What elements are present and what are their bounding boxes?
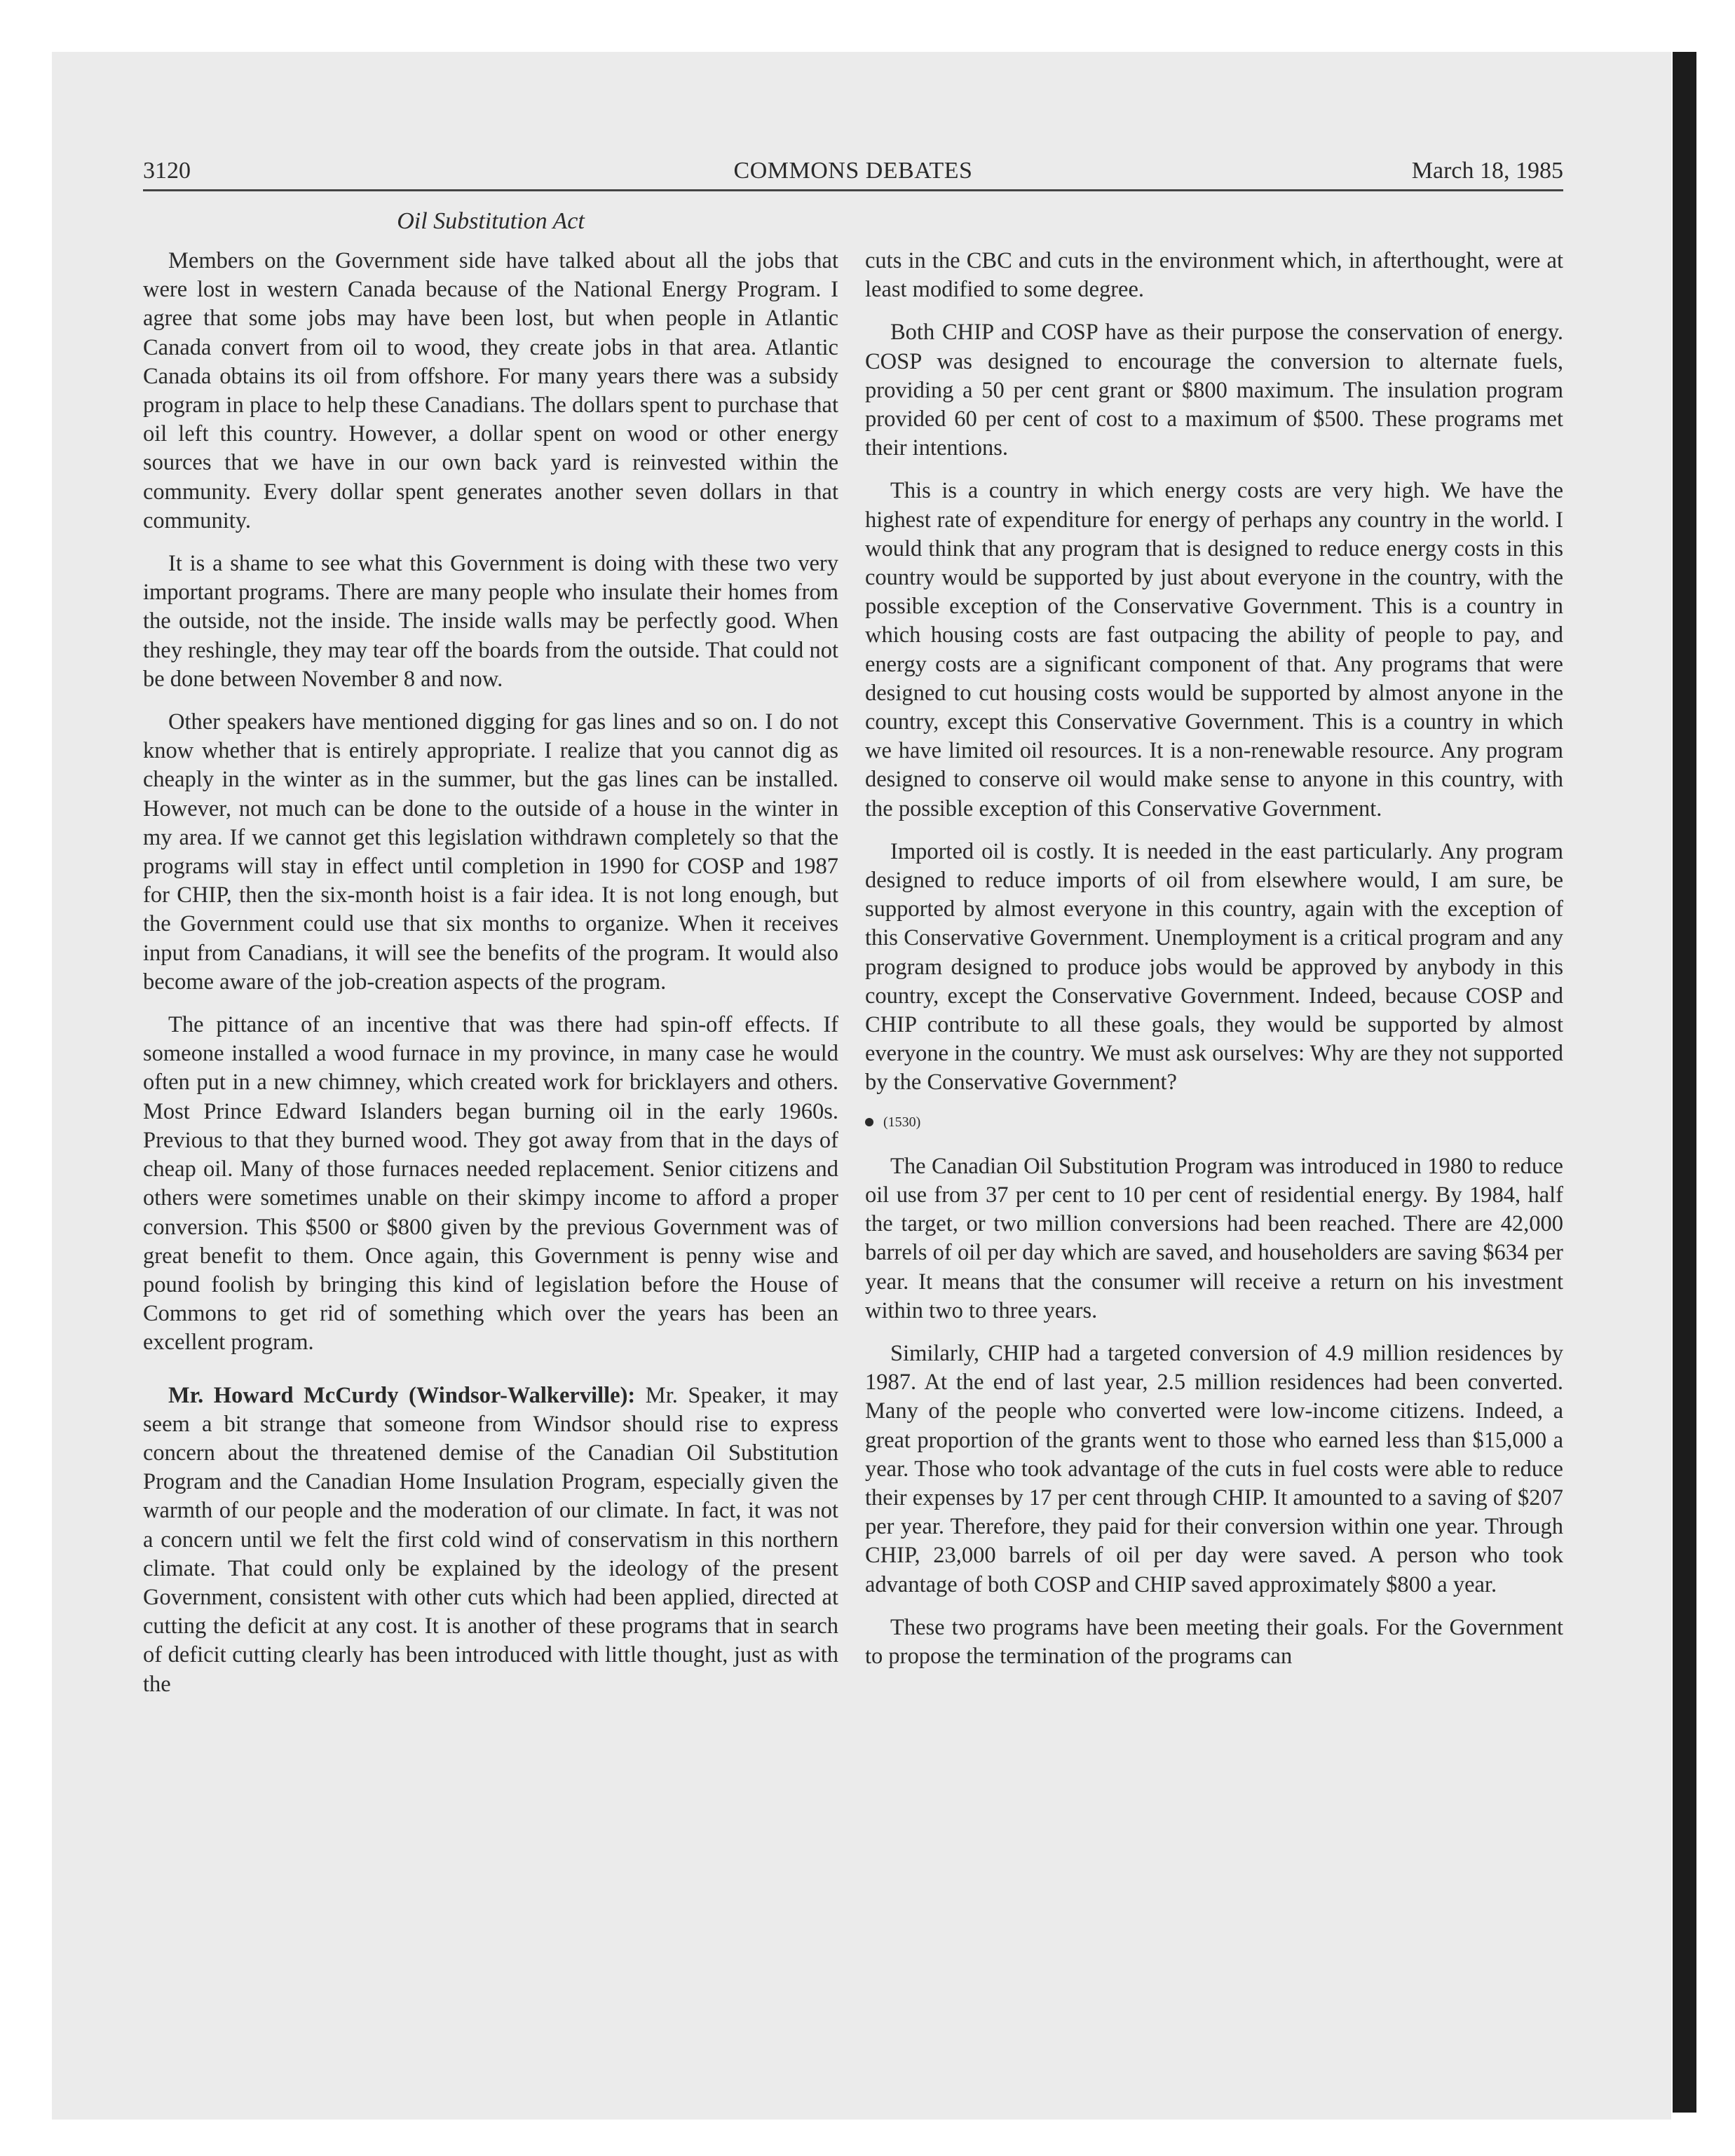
book-spine-shadow [1673,52,1696,2113]
left-column [143,247,838,1713]
speaker-paragraph [143,1381,838,1699]
page-date: March 18, 1985 [1411,158,1563,184]
paragraph: The Canadian Oil Substitution Program was introduced in 1980 to reduce oil use from 37 per cent to 10 per cent of residential energy. By 1984, half the target, or two million conversions had been reached. There are 42,000 barrels of oil per day which are saved, and householders are saving $634 per year. It means that the consumer will receive a return on his investment within two to three years. [865,1153,1563,1323]
section-title: Oil Substitution Act [397,208,585,234]
time-marker [865,1112,1563,1133]
paragraph: Imported oil is costly. It is needed in the east particularly. Any program designed to reduce imports of oil from elsewhere would, I am sure, be supported by almost everyone in this country, again with the exception of this Conservative Government. Unemployment is a critical program and any program designed to produce jobs would be approved by anybody in this country, except the Conservative Government. Indeed, because COSP and CHIP contribute to all these goals, they would be supported by almost everyone in the country. We must ask ourselves: Why are they not supported by the Conservative Government? [865,838,1563,1096]
time-marker-label: (1530) [883,1114,921,1130]
speaker-name: Mr. Howard McCurdy (Windsor-Walkerville): [168,1382,636,1408]
header-rule [143,189,1563,191]
bullet-icon [865,1118,873,1126]
publication-title: COMMONS DEBATES [733,158,973,184]
paragraph: Similarly, CHIP had a targeted conversion of 4.9 million residences by 1987. At the end of last year, 2.5 million residences had been converted. Many of the people who converted were low-income citizens. Indeed, a great proportion of the grants went to those who earned less than $15,000 a year. Those who took advantage of the cuts in fuel costs were able to reduce their expenses by 17 per cent through CHIP. It amounted to a saving of $207 per year. Therefore, they paid for their conversion within one year. Through CHIP, 23,000 barrels of oil per day were saved. A person who took advantage of both COSP and CHIP saved approximately $800 a year. [865,1340,1563,1597]
paragraph: Members on the Government side have talked about all the jobs that were lost in western Canada because of the National Energy Program. I agree that some jobs may have been lost, but when people in Atlantic Canada convert from oil to wood, they create jobs in that area. Atlantic Canada obtains its oil from offshore. For many years there was a subsidy program in place to help these Canadians. The dollars spent to purchase that oil left this country. However, a dollar spent on wood or other energy sources that we have in our own back yard is reinvested within the community. Every dollar spent generates another seven dollars in that community. [143,248,838,533]
paragraph: This is a country in which energy costs are very high. We have the highest rate of expenditure for energy of perhaps any country in the world. I would think that any program that is designed to reduce energy costs in this country would be supported by just about everyone in the country, with the possible exception of the Conservative Government. This is a country in which housing costs are fast outpacing the ability of people to pay, and energy costs are a significant component of that. Any programs that were designed to cut housing costs would be supported by almost anyone in the country, except this Conservative Government. This is a country in which we have limited oil resources. It is a non-renewable resource. Any program designed to conserve oil would make sense to anyone in this country, with the possible exception of this Conservative Government. [865,478,1563,821]
paragraph: Other speakers have mentioned digging for gas lines and so on. I do not know whether that is entirely appropriate. I realize that you cannot dig as cheaply in the winter as in the summer, but the gas lines can be installed. However, not much can be done to the outside of a house in the winter in my area. If we cannot get this legislation withdrawn completely so that the programs will stay in effect until completion in 1990 for COSP and 1987 for CHIP, then the six-month hoist is a fair idea. It is not long enough, but the Government could use that six months to organize. When it receives input from Canadians, it will see the benefits of the program. It would also become aware of the job-creation aspects of the program. [143,709,838,995]
paragraph: The pittance of an incentive that was there had spin-off effects. If someone installed a wood furnace in my province, in many case he would often put in a new chimney, which created work for bricklayers and others. Most Prince Edward Islanders began burning oil in the early 1960s. Previous to that they burned wood. They got away from that in the days of cheap oil. Many of those furnaces needed replacement. Senior citizens and others were sometimes unable on their skimpy income to afford a proper conversion. This $500 or $800 given by the previous Government was of great benefit to them. Once again, this Government is penny wise and pound foolish by bringing this kind of legislation before the House of Commons to get rid of something which over the years has been an excellent program. [143,1012,838,1356]
paragraph: It is a shame to see what this Government is doing with these two very important programs. There are many people who insulate their homes from the outside, not the inside. The inside walls may be perfectly good. When they reshingle, they may tear off the boards from the outside. That could not be done between November 8 and now. [143,551,838,692]
right-column [865,247,1563,1685]
speaker-text: Mr. Speaker, it may seem a bit strange that someone from Windsor should rise to express concern about the threatened demise of the Canadian Oil Substitution Program and the Canadian Home Insulation Program, especially given the warmth of our people and the moderation of our climate. In fact, it was not a concern until we felt the first cold wind of conservatism in this northern climate. That could only be explained by the ideology of the present Government, consistent with other cuts which had been applied, directed at cutting the deficit at any cost. It is another of these programs that in search of deficit cutting clearly has been introduced with little thought, just as with the [143,1382,839,1697]
continued-paragraph: cuts in the CBC and cuts in the environment which, in afterthought, were at least modified to some degree. [865,248,1563,303]
paragraph: Both CHIP and COSP have as their purpose the conservation of energy. COSP was designed to encourage the conversion to alternate fuels, providing a 50 per cent grant or $800 maximum. The insulation program provided 60 per cent of cost to a maximum of $500. These programs met their intentions. [865,320,1563,461]
page-header [143,154,1563,188]
page-number: 3120 [143,158,191,184]
paragraph: These two programs have been meeting their goals. For the Government to propose the termination of the programs can [865,1614,1563,1669]
